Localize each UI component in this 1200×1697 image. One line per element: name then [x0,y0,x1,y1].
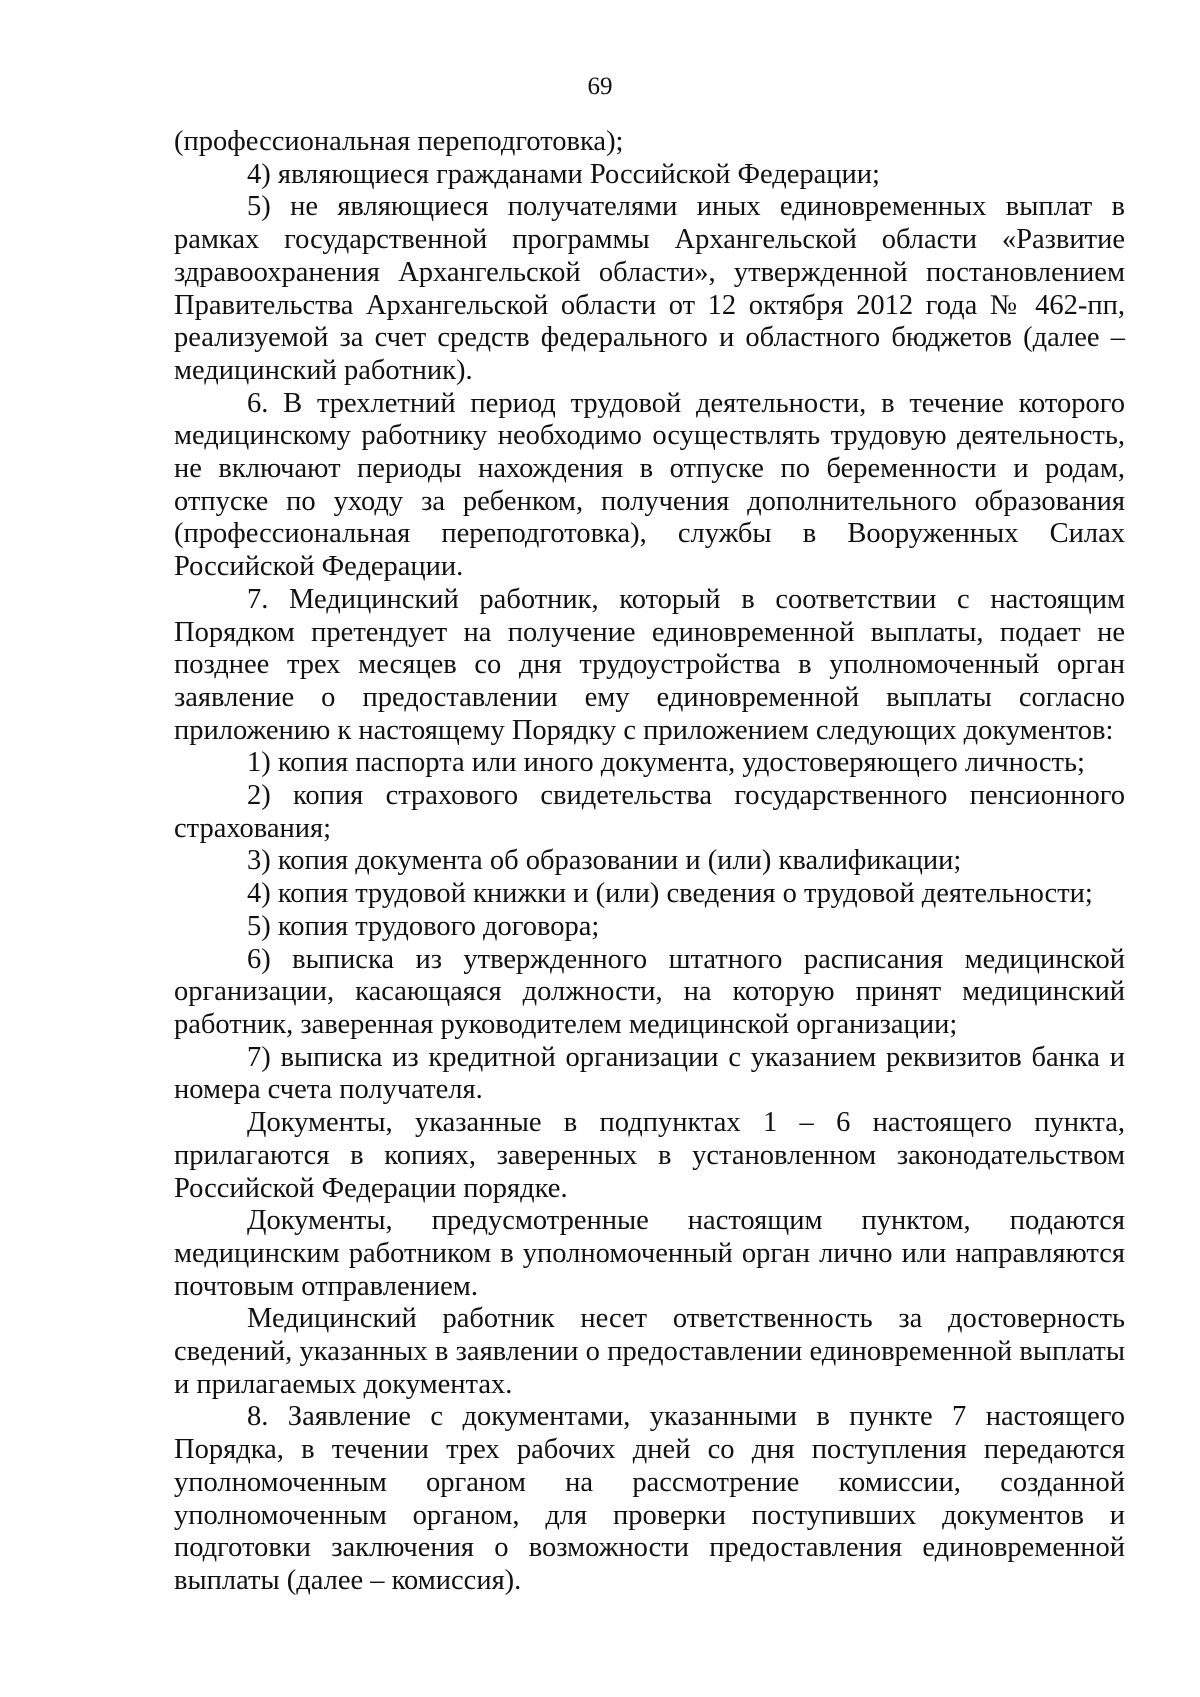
paragraph: 7. Медицинский работник, который в соответствии с настоящим Порядком претендует на получение единовременной выплаты, подает не позднее трех месяцев со дня трудоустройства в уполномоченный орган заявление о предоставлении ему единовременной выплаты согласно приложению к настоящему Порядку с приложением следующих документов: [174,583,1125,746]
list-item: 5) копия трудового договора; [247,910,600,942]
list-item: 1) копия паспорта или иного документа, удостоверяющего личность; [247,747,1085,779]
list-item: 4) копия трудовой книжки и (или) сведения о трудовой деятельности; [247,878,1093,910]
paragraph: 8. Заявление с документами, указанными в пункте 7 настоящего Порядка, в течении трех рабочих дней со дня поступления передаются уполномоченным органом на рассмотрение комиссии, созданной уполномоченным органом, для проверки поступивших документов и подготовки заключения о возможности предоставления единовременной выплаты (далее – комиссия). [174,1401,1125,1596]
list-item: 2) копия страхового свидетельства государственного пенсионного страхования; [174,780,1125,844]
paragraph: 4) являющиеся гражданами Российской Федерации; [247,158,880,190]
paragraph: (профессиональная переподготовка); [174,126,624,157]
paragraph: Документы, предусмотренные настоящим пунктом, подаются медицинским работником в уполномоченный орган лично или направляются почтовым отправлением. [174,1205,1125,1302]
document-body [174,126,1125,1598]
paragraph: Документы, указанные в подпунктах 1 – 6 настоящего пункта, прилагаются в копиях, заверенных в установленном законодательством Российской Федерации порядке. [174,1107,1125,1204]
paragraph: 6. В трехлетний период трудовой деятельности, в течение которого медицинскому работнику необходимо осуществлять трудовую деятельность, не включают периоды нахождения в отпуске по беременности и родам, отпуске по уходу за ребенком, получения дополнительного образования (профессиональная переподготовка), службы в Вооруженных Силах Российской Федерации. [174,387,1125,583]
list-item: 7) выписка из кредитной организации с указанием реквизитов банка и номера счета получателя. [174,1041,1125,1106]
paragraph: Медицинский работник несет ответственность за достоверность сведений, указанных в заявлении о предоставлении единовременной выплаты и прилагаемых документах. [174,1303,1125,1400]
list-item: 6) выписка из утвержденного штатного расписания медицинской организации, касающаяся должности, на которую принят медицинский работник, заверенная руководителем медицинской организации; [174,943,1125,1040]
paragraph: 5) не являющиеся получателями иных единовременных выплат в рамках государственной программы Архангельской области «Развитие здравоохранения Архангельской области», утвержденной постановлением Правительства Архангельской области от 12 октября 2012 года № 462-пп, реализуемой за счет средств федерального и областного бюджетов (далее – медицинский работник). [174,191,1125,386]
page-number: 69 [587,73,613,100]
list-item: 3) копия документа об образовании и (или) квалификации; [247,845,962,877]
